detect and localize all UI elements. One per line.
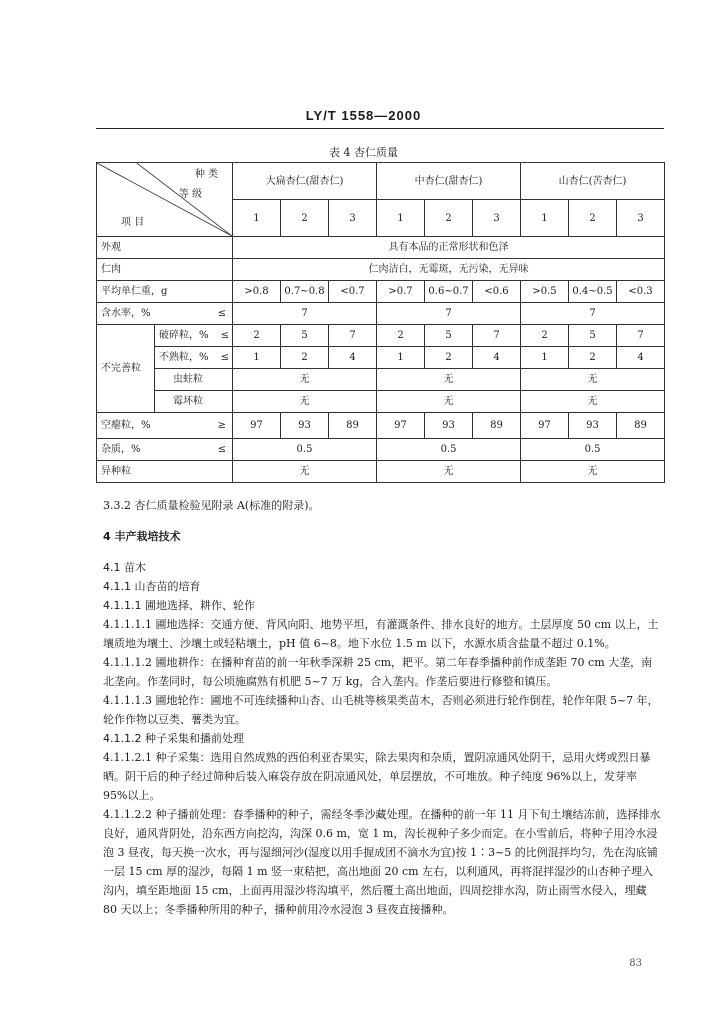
empty-cell: 89 <box>617 413 665 439</box>
grade-cell: 1 <box>521 200 569 237</box>
broken-cell: 5 <box>281 325 329 347</box>
insect-cell: 无 <box>233 369 377 391</box>
row-label: 含水率，% ≤ <box>97 303 233 325</box>
weight-cell: 0.4~0.5 <box>569 281 617 303</box>
sub-row-label: 破碎粒，% ≤ <box>155 325 233 347</box>
mold-cell: 无 <box>521 391 665 413</box>
grade-cell: 1 <box>377 200 425 237</box>
section-heading-4: 4 丰产栽培技术 <box>103 530 181 543</box>
row-label: 空瘪粒，% ≥ <box>97 413 233 439</box>
grade-cell: 3 <box>329 200 377 237</box>
table-caption: 表 4 杏仁质量 <box>329 146 398 159</box>
group-header: 大扁杏仁(甜杏仁) <box>233 163 377 200</box>
empty-cell: 89 <box>473 413 521 439</box>
broken-cell: 5 <box>569 325 617 347</box>
row-label: 仁肉 <box>97 259 233 281</box>
paragraph-4-1-1-1-2: 4.1.1.1.2 圃地耕作：在播种育苗的前一年秋季深耕 25 cm，耙平。第二年春季播种前作成垄距 70 cm 大垄，南北垄向。作垄同时，每公顷施腐熟有机肥 5~7 万 kg，合入垄内。作垄后要进行修整和镇压。 <box>103 656 653 688</box>
broken-cell: 7 <box>617 325 665 347</box>
kernel-quality-table <box>96 162 665 483</box>
heading-4-1-1-2: 4.1.1.2 种子采集和播前处理 <box>103 732 244 745</box>
sub-row-label: 虫蛀粒 <box>155 369 233 391</box>
grade-cell: 3 <box>473 200 521 237</box>
row-label: 杂质，% ≤ <box>97 439 233 461</box>
heading-4-1-1-1: 4.1.1.1 圃地选择、耕作、轮作 <box>103 599 255 612</box>
moisture-cell: 7 <box>377 303 521 325</box>
sub-row-label: 不熟粒，% ≤ <box>155 347 233 369</box>
immature-cell: 4 <box>329 347 377 369</box>
paragraph-4-1-1-1-3: 4.1.1.1.3 圃地轮作：圃地不可连续播种山杏、山毛桃等核果类苗木，否则必须进行轮作倒茬，轮作年限 5~7 年，轮作作物以豆类、薯类为宜。 <box>103 694 659 726</box>
immature-cell: 4 <box>473 347 521 369</box>
kernel-value: 仁肉洁白，无霉斑，无污染，无异味 <box>233 259 665 281</box>
group-header: 中杏仁(甜杏仁) <box>377 163 521 200</box>
foreign-cell: 无 <box>521 461 665 483</box>
broken-cell: 2 <box>233 325 281 347</box>
heading-4-1: 4.1 苗木 <box>103 561 146 574</box>
broken-cell: 5 <box>425 325 473 347</box>
moisture-cell: 7 <box>521 303 665 325</box>
broken-cell: 2 <box>377 325 425 347</box>
immature-cell: 4 <box>617 347 665 369</box>
weight-cell: <0.3 <box>617 281 665 303</box>
mold-cell: 无 <box>377 391 521 413</box>
weight-cell: 0.6~0.7 <box>425 281 473 303</box>
insect-cell: 无 <box>521 369 665 391</box>
grade-cell: 2 <box>281 200 329 237</box>
moisture-cell: 7 <box>233 303 377 325</box>
group-header: 山杏仁(苦杏仁) <box>521 163 665 200</box>
impurity-cell: 0.5 <box>377 439 521 461</box>
insect-cell: 无 <box>377 369 521 391</box>
grade-cell: 2 <box>425 200 473 237</box>
broken-cell: 2 <box>521 325 569 347</box>
foreign-cell: 无 <box>377 461 521 483</box>
appearance-value: 具有本品的正常形状和色泽 <box>233 237 665 259</box>
grade-cell: 1 <box>233 200 281 237</box>
empty-cell: 97 <box>521 413 569 439</box>
weight-cell: >0.8 <box>233 281 281 303</box>
broken-cell: 7 <box>473 325 521 347</box>
row-label: 异种粒 <box>97 461 233 483</box>
empty-cell: 97 <box>233 413 281 439</box>
empty-cell: 93 <box>425 413 473 439</box>
empty-cell: 93 <box>569 413 617 439</box>
page-number: 83 <box>629 958 642 969</box>
weight-cell: >0.7 <box>377 281 425 303</box>
header-rule <box>96 128 664 129</box>
weight-cell: >0.5 <box>521 281 569 303</box>
weight-cell: <0.6 <box>473 281 521 303</box>
corner-grade: 等 级 <box>178 189 202 200</box>
corner-kind: 种 类 <box>194 169 218 180</box>
row-label: 平均单仁重，g <box>97 281 233 303</box>
table-corner <box>97 163 233 237</box>
immature-cell: 1 <box>377 347 425 369</box>
heading-4-1-1: 4.1.1 山杏苗的培育 <box>103 580 201 593</box>
empty-cell: 97 <box>377 413 425 439</box>
mold-cell: 无 <box>233 391 377 413</box>
broken-cell: 7 <box>329 325 377 347</box>
immature-cell: 1 <box>521 347 569 369</box>
foreign-cell: 无 <box>233 461 377 483</box>
paragraph-4-1-1-2-2: 4.1.1.2.2 种子播前处理：春季播种的种子，需经冬季沙藏处理。在播种的前一年 11 月下旬土壤结冻前，选择排水良好，通风背阴处，沿东西方向挖沟，沟深 0.6 m，宽 1 m，沟长视种子多少而定。在小雪前后，将种子用冷水浸泡 3 昼夜，每天换一次水，再与湿细河沙(湿度以用手握成团不滴水为宜)按 1∶3~5 的比例混拌均匀，先在沟底铺一层 15 cm 厚的湿沙，每隔 1 m 竖一束秸把，高出地面 20 cm 左右，以利通风，再将混拌湿沙的山杏种子埋入沟内，填至距地面 15 cm，上面再用湿沙将沟填平，然后覆土高出地面，四周挖排水沟，防止雨雪水侵入，埋藏 80 天以上；冬季播种所用的种子，播种前用冷水浸泡 3 昼夜直接播种。 <box>103 808 661 916</box>
weight-cell: <0.7 <box>329 281 377 303</box>
sub-row-label: 霉坏粒 <box>155 391 233 413</box>
empty-cell: 89 <box>329 413 377 439</box>
row-label: 外观 <box>97 237 233 259</box>
corner-item: 项 目 <box>121 217 145 228</box>
grade-cell: 3 <box>617 200 665 237</box>
weight-cell: 0.7~0.8 <box>281 281 329 303</box>
paragraph-4-1-1-2-1: 4.1.1.2.1 种子采集：选用自然成熟的西伯利亚杏果实，除去果肉和杂质，置阴凉通风处阴干，忌用火烤或烈日暴晒。阴干后的种子经过筛种后装入麻袋存放在阴凉通风处，单层摆放，不可堆放。种子纯度 96%以上，发芽率 95%以上。 <box>103 751 651 802</box>
row-label: 不完善粒 <box>97 325 155 413</box>
paragraph-4-1-1-1-1: 4.1.1.1.1 圃地选择：交通方便、背风向阳、地势平坦，有灌溉条件、排水良好的地方。土层厚度 50 cm 以上，土壤质地为壤土、沙壤土或轻粘壤土，pH 值 6~8。地下水位 1.5 m 以下，水源水质含盐量不超过 0.1%。 <box>103 618 659 650</box>
empty-cell: 93 <box>281 413 329 439</box>
document-code: LY/T 1558—2000 <box>305 108 422 123</box>
immature-cell: 2 <box>569 347 617 369</box>
paragraph-3-3-2: 3.3.2 杏仁质量检验见附录 A(标准的附录)。 <box>103 499 320 512</box>
immature-cell: 1 <box>233 347 281 369</box>
body-text <box>103 496 663 919</box>
immature-cell: 2 <box>425 347 473 369</box>
immature-cell: 2 <box>281 347 329 369</box>
grade-cell: 2 <box>569 200 617 237</box>
impurity-cell: 0.5 <box>233 439 377 461</box>
impurity-cell: 0.5 <box>521 439 665 461</box>
